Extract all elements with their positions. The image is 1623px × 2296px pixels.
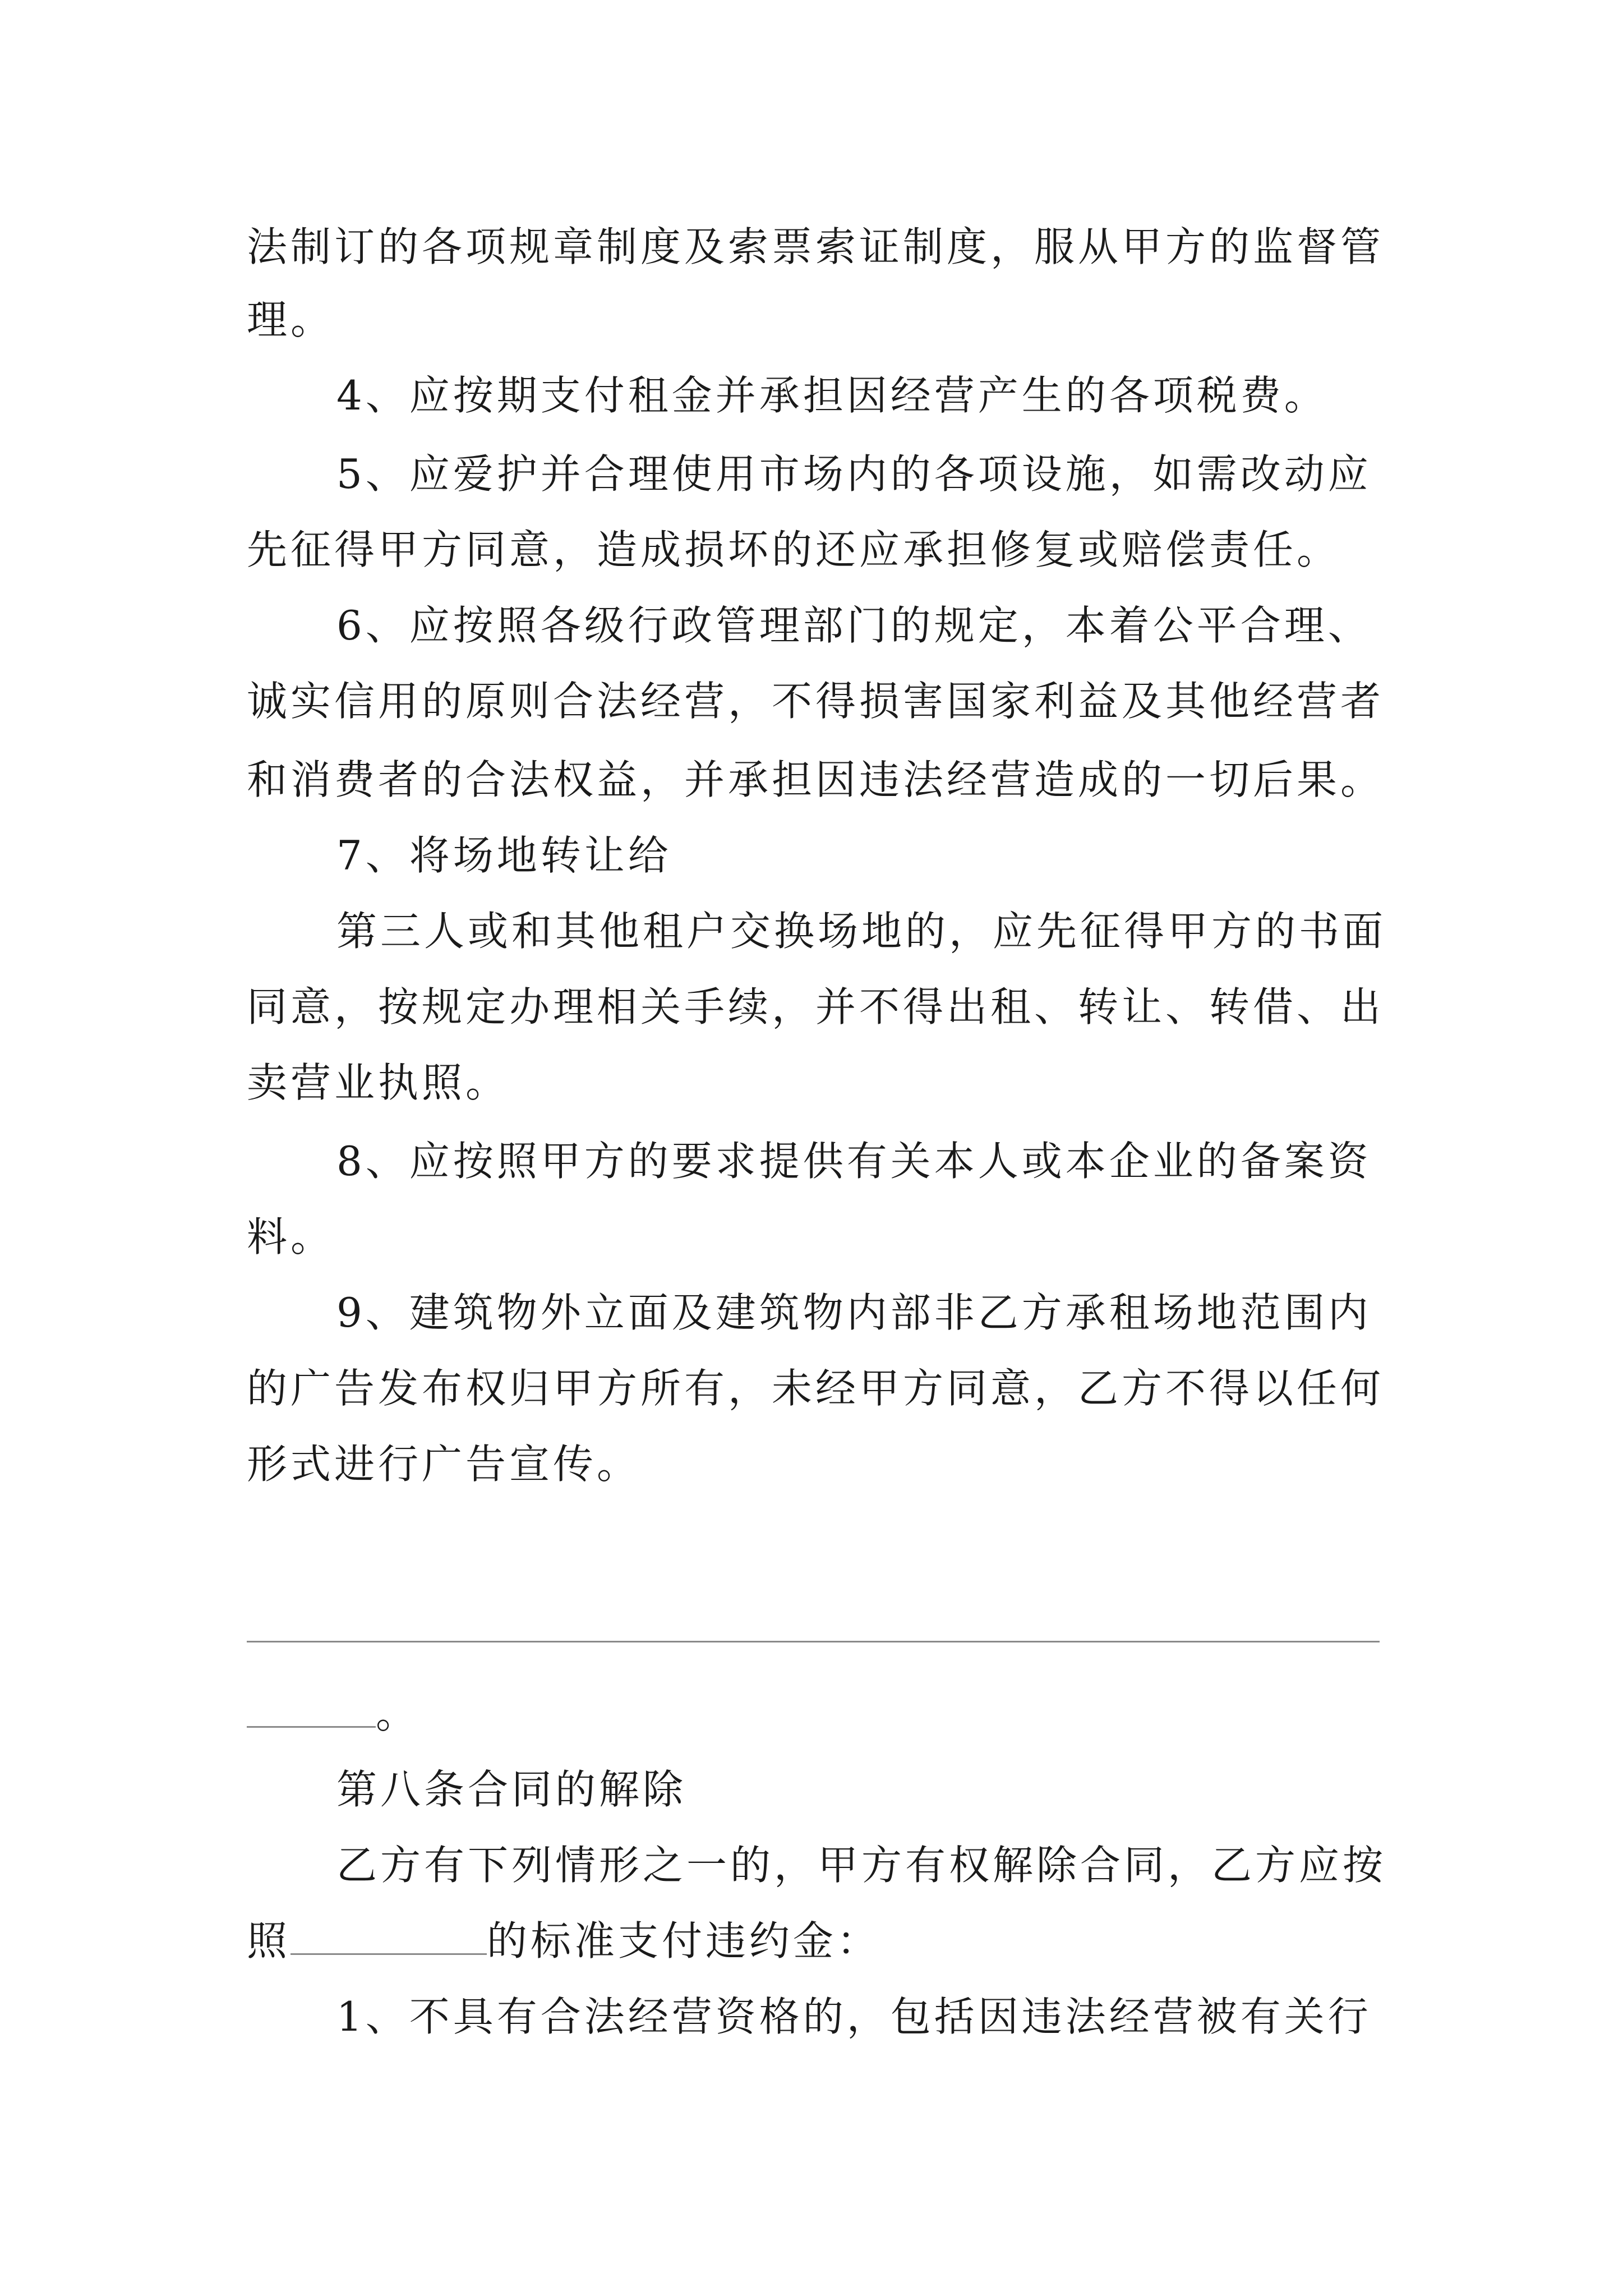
paragraph-line: 诚实信用的原则合法经营，不得损害国家利益及其他经营者 xyxy=(247,678,1385,725)
paragraph-line: 1、不具有合法经营资格的，包括因违法经营被有关行 xyxy=(336,1993,1372,2040)
paragraph-line: 8、应按照甲方的要求提供有关本人或本企业的备案资 xyxy=(336,1138,1372,1185)
paragraph-line: 形式进行广告宣传。 xyxy=(247,1441,641,1488)
line-suffix: 的标准支付违约金： xyxy=(487,1917,881,1964)
paragraph-line: 料。 xyxy=(247,1213,335,1260)
paragraph-line xyxy=(247,1913,880,1969)
paragraph-line: 第三人或和其他租户交换场地的，应先征得甲方的书面 xyxy=(336,908,1387,955)
paragraph-line: 乙方有下列情形之一的，甲方有权解除合同，乙方应按 xyxy=(336,1842,1387,1889)
paragraph-line: 4、应按期支付租金并承担因经营产生的各项税费。 xyxy=(336,372,1328,419)
horizontal-rule xyxy=(247,1641,1380,1642)
paragraph-line: 同意，按规定办理相关手续，并不得出租、转让、转借、出 xyxy=(247,983,1385,1030)
paragraph-line: 的广告发布权归甲方所有，未经甲方同意，乙方不得以任何 xyxy=(247,1365,1385,1412)
paragraph-line: 卖营业执照。 xyxy=(247,1059,510,1106)
blank-line xyxy=(247,1686,419,1742)
fill-in-blank xyxy=(247,1687,376,1728)
paragraph-line: 6、应按照各级行政管理部门的规定，本着公平合理、 xyxy=(336,602,1372,649)
line-prefix: 照 xyxy=(247,1917,291,1964)
paragraph-line: 7、将场地转让给 xyxy=(336,832,672,879)
paragraph-line: 和消费者的合法权益，并承担因违法经营造成的一切后果。 xyxy=(247,756,1385,803)
paragraph-line: 先征得甲方同意，造成损坏的还应承担修复或赔偿责任。 xyxy=(247,526,1341,573)
paragraph-line: 9、建筑物外立面及建筑物内部非乙方承租场地范围内 xyxy=(336,1289,1372,1336)
paragraph-line: 5、应爱护并合理使用市场内的各项设施，如需改动应 xyxy=(336,450,1372,498)
paragraph-line: 理。 xyxy=(247,296,335,343)
blank-line-tail: 。 xyxy=(376,1690,420,1737)
article-title: 第八条合同的解除 xyxy=(336,1766,687,1813)
paragraph-line: 法制订的各项规章制度及索票索证制度，服从甲方的监督管 xyxy=(247,223,1385,270)
fill-in-blank xyxy=(291,1914,487,1955)
